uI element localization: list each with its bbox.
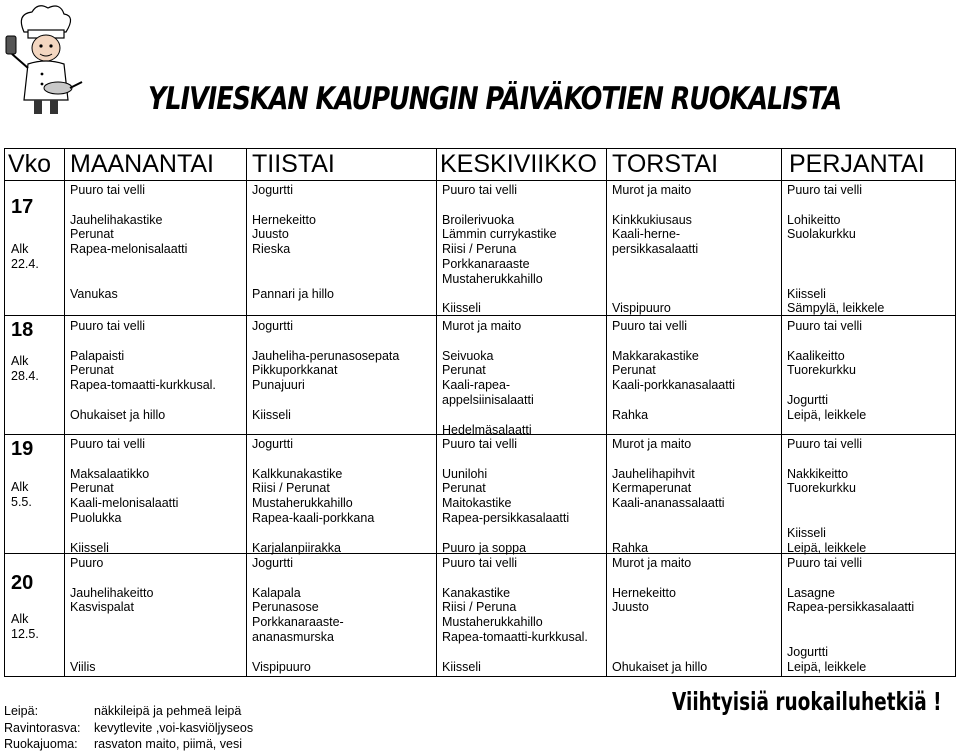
footer-value: rasvaton maito, piimä, vesi (94, 737, 242, 751)
column-divider (4, 148, 5, 676)
column-divider (955, 148, 956, 676)
week-number: 18 (11, 319, 34, 341)
menu-cell: Puuro tai velli Kanakastike Riisi / Peruna Mustaherukkahillo Rapea-tomaatti-kurkkusal. Kiisseli (442, 556, 588, 674)
menu-cell: Jogurtti Kalkkunakastike Riisi / Perunat Mustaherukkahillo Rapea-kaali-porkkana Karjalanpiirakka (252, 437, 375, 555)
header-day: PERJANTAI (789, 150, 925, 178)
footer-label: Ruokajuoma: (4, 737, 78, 751)
week-number: 20 (11, 572, 34, 594)
menu-cell: Jogurtti Jauheliha-perunasosepata Pikkuporkkanat Punajuuri Kiisseli (252, 319, 400, 422)
menu-cell: Puuro tai velli Palapaisti Perunat Rapea-tomaatti-kurkkusal. Ohukaiset ja hillo (70, 319, 216, 422)
column-divider (781, 148, 782, 676)
footer-value: kevytlevite ,voi-kasviöljyseos (94, 720, 254, 735)
footer-label: Leipä: (4, 704, 39, 718)
menu-cell: Puuro tai velli Kaalikeitto Tuorekurkku Jogurtti Leipä, leikkele (787, 319, 867, 422)
menu-cell: Jogurtti Kalapala Perunasose Porkkanaraaste- ananasmurska Vispipuuro (252, 556, 344, 674)
footer-label: Ravintorasva: (4, 720, 81, 735)
menu-cell: Murot ja maito Kinkkukiusaus Kaali-herne- persikkasalaatti Vispipuuro (612, 183, 699, 316)
page-title: YLIVIESKAN KAUPUNGIN PÄIVÄKOTIEN RUOKALISTA (148, 81, 842, 117)
header-day: MAANANTAI (70, 150, 214, 178)
column-divider (436, 148, 437, 676)
menu-cell: Puuro tai velli Nakkikeitto Tuorekurkku Kiisseli Leipä, leikkele (787, 437, 867, 555)
week-start-date: Alk 28.4. (11, 354, 39, 383)
header-day: TORSTAI (612, 150, 719, 178)
menu-cell: Puuro tai velli Lasagne Rapea-persikkasalaatti Jogurtti Leipä, leikkele (787, 556, 915, 674)
menu-cell: Puuro tai velli Jauhelihakastike Perunat Rapea-melonisalaatti Vanukas (70, 183, 188, 301)
closing-message: Viihtyisiä ruokailuhetkiä ! (672, 687, 942, 716)
menu-cell: Jogurtti Hernekeitto Juusto Rieska Pannari ja hillo (252, 183, 334, 301)
menu-cell: Puuro tai velli Maksalaatikko Perunat Kaali-melonisalaatti Puolukka Kiisseli (70, 437, 179, 555)
week-start-date: Alk 12.5. (11, 612, 39, 641)
footer-row (4, 720, 253, 737)
week-start-date: Alk 5.5. (11, 480, 32, 509)
header-day: TIISTAI (252, 150, 335, 178)
menu-cell: Puuro tai velli Uunilohi Perunat Maitokastike Rapea-persikkasalaatti Puuro ja soppa (442, 437, 570, 555)
column-divider (64, 148, 65, 676)
menu-cell: Puuro tai velli Makkarakastike Perunat Kaali-porkkanasalaatti Rahka (612, 319, 735, 422)
week-number: 19 (11, 438, 34, 460)
menu-cell: Murot ja maito Jauhelihapihvit Kermaperunat Kaali-ananassalaatti Rahka (612, 437, 725, 555)
menu-cell: Murot ja maito Seivuoka Perunat Kaali-rapea- appelsiinisalaatti Hedelmäsalaatti (442, 319, 534, 437)
week-number: 17 (11, 196, 34, 218)
header-top-rule (4, 148, 956, 149)
header-bottom-rule (4, 180, 956, 181)
menu-cell: Puuro tai velli Lohikeitto Suolakurkku Kiisseli Sämpylä, leikkele (787, 183, 885, 316)
menu-cell: Puuro tai velli Broilerivuoka Lämmin currykastike Riisi / Peruna Porkkanaraaste Mustaherukkahillo Kiisseli (442, 183, 557, 316)
menu-cell: Puuro Jauhelihakeitto Kasvispalat Viilis (70, 556, 154, 674)
footer-row (4, 736, 253, 753)
footer-notes (4, 703, 253, 753)
column-divider (246, 148, 247, 676)
footer-value: näkkileipä ja pehmeä leipä (94, 704, 242, 718)
chef-illustration (2, 2, 84, 120)
table-bottom-rule (4, 676, 956, 677)
week-start-date: Alk 22.4. (11, 242, 39, 271)
header-vko: Vko (8, 150, 52, 178)
menu-cell: Murot ja maito Hernekeitto Juusto Ohukaiset ja hillo (612, 556, 708, 674)
header-day: KESKIVIIKKO (440, 150, 598, 178)
column-divider (606, 148, 607, 676)
footer-row (4, 703, 253, 720)
